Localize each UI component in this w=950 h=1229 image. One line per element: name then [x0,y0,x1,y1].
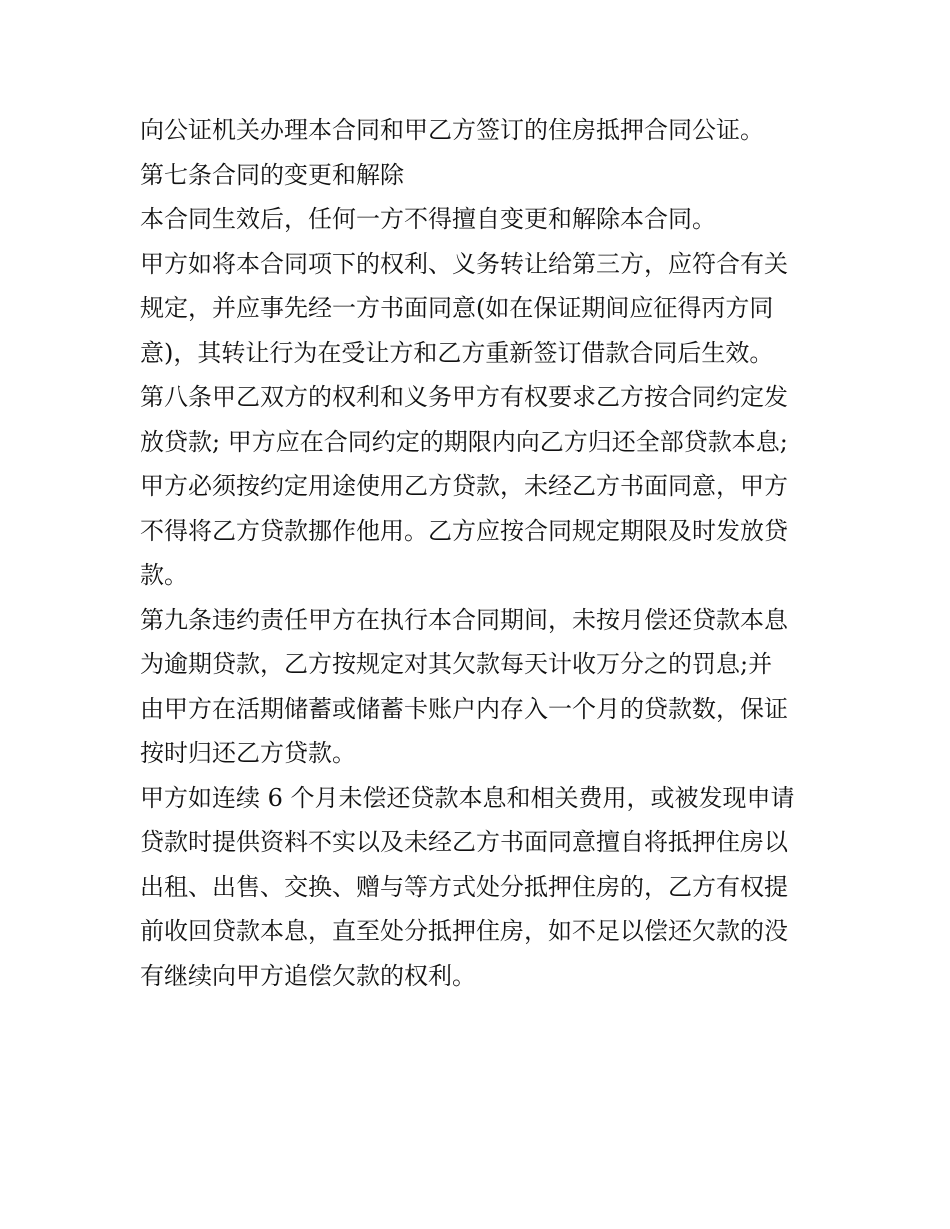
text-line: 由甲方在活期储蓄或储蓄卡账户内存入一个月的贷款数，保证 [140,694,788,723]
text-line: 贷款时提供资料不实以及未经乙方书面同意擅自将抵押住房以 [140,828,788,856]
text-line: 有继续向甲方追偿欠款的权利。 [140,961,476,990]
document-body [140,108,815,998]
paragraph-notarization [140,108,815,153]
paragraph-article-8 [140,375,815,598]
paragraph-no-unilateral-change [140,197,815,242]
text-line: 本合同生效后，任何一方不得擅自变更和解除本合同。 [140,205,716,233]
text-line: 甲方如连续 6 个月未偿还贷款本息和相关费用，或被发现申请 [140,783,795,812]
text-line: 款。 [140,561,188,589]
text-line: 规定，并应事先经一方书面同意(如在保证期间应征得丙方同 [140,294,774,322]
text-line: 出租、出售、交换、赠与等方式处分抵押住房的，乙方有权提 [140,872,788,901]
paragraph-default-consequences [140,776,815,999]
paragraph-article-9 [140,598,815,776]
text-line: 意)，其转让行为在受让方和乙方重新签订借款合同后生效。 [140,338,774,367]
text-line: 放贷款; 甲方应在合同约定的期限内向乙方归还全部贷款本息; [140,427,788,456]
text-line: 为逾期贷款，乙方按规定对其欠款每天计收万分之的罚息;并 [140,650,773,678]
text-line: 前收回贷款本息，直至处分抵押住房，如不足以偿还欠款的没 [140,917,788,945]
text-line: 第七条合同的变更和解除 [140,160,404,189]
text-line: 按时归还乙方贷款。 [140,739,356,767]
text-line: 第九条违约责任甲方在执行本合同期间，未按月偿还贷款本息 [140,605,788,634]
heading-article-7 [140,153,815,198]
text-line: 向公证机关办理本合同和甲乙方签订的住房抵押合同公证。 [140,116,764,144]
text-line: 甲方如将本合同项下的权利、义务转让给第三方，应符合有关 [140,249,788,278]
text-line: 第八条甲乙双方的权利和义务甲方有权要求乙方按合同约定发 [140,383,788,411]
paragraph-transfer-rights [140,242,815,376]
text-line: 甲方必须按约定用途使用乙方贷款，未经乙方书面同意，甲方 [140,472,788,500]
text-line: 不得将乙方贷款挪作他用。乙方应按合同规定期限及时发放贷 [140,516,788,545]
